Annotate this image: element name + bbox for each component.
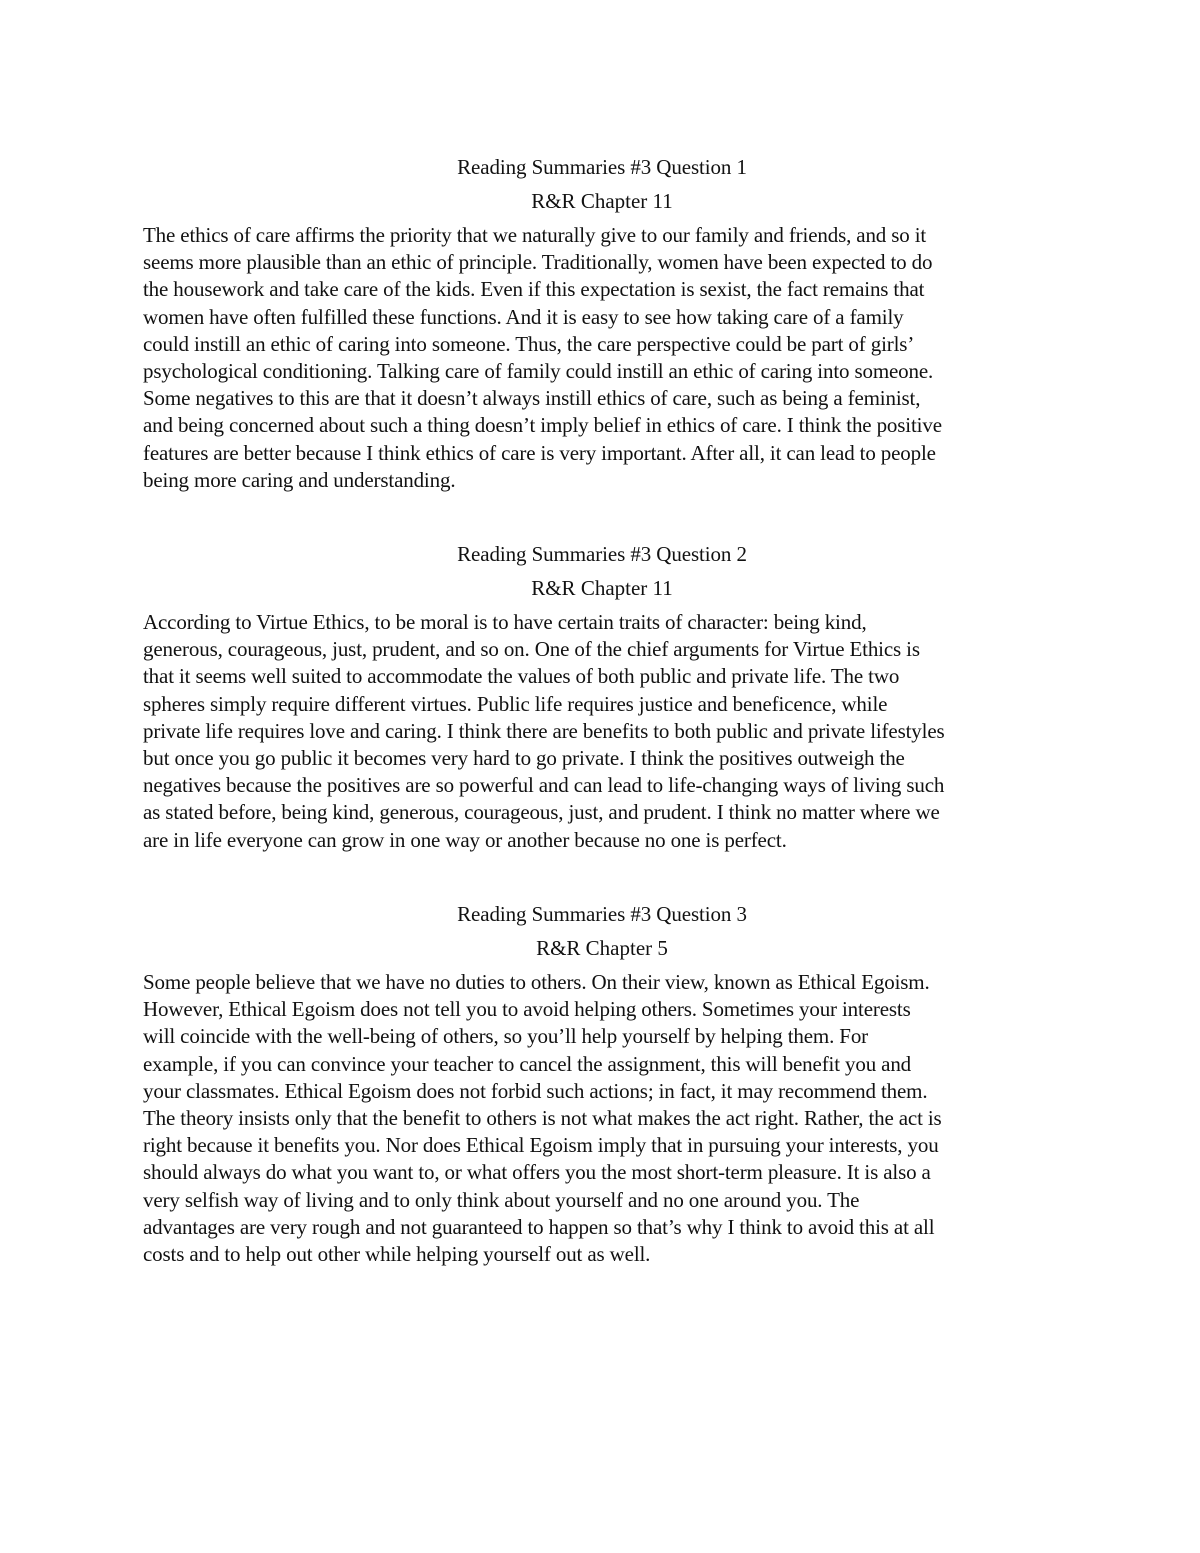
body-line: negatives because the positives are so powerful and can lead to life-changing ways of living such bbox=[143, 773, 945, 798]
body-line: costs and to help out other while helping yourself out as well. bbox=[143, 1242, 651, 1267]
body-line: the housework and take care of the kids. Even if this expectation is sexist, the fact remains that bbox=[143, 277, 925, 302]
body-line: should always do what you want to, or what offers you the most short-term pleasure. It is also a bbox=[143, 1160, 931, 1185]
body-line: private life requires love and caring. I think there are benefits to both public and private lifestyles bbox=[143, 718, 945, 743]
section-question-3 bbox=[143, 899, 1061, 1268]
body-line: The theory insists only that the benefit to others is not what makes the act right. Rather, the act is bbox=[143, 1106, 942, 1131]
body-line: but once you go public it becomes very hard to go private. I think the positives outweigh the bbox=[143, 746, 905, 771]
section-title: Reading Summaries #3 Question 1 bbox=[457, 155, 747, 179]
body-line: being more caring and understanding. bbox=[143, 467, 456, 492]
body-line: right because it benefits you. Nor does Ethical Egoism imply that in pursuing your interests, you bbox=[143, 1133, 939, 1158]
section-body bbox=[143, 609, 1061, 854]
section-question-1 bbox=[143, 152, 1061, 494]
body-line: According to Virtue Ethics, to be moral is to have certain traits of character: being kind, bbox=[143, 610, 867, 634]
section-chapter: R&R Chapter 11 bbox=[531, 189, 673, 213]
body-line: seems more plausible than an ethic of principle. Traditionally, women have been expected to do bbox=[143, 250, 933, 275]
body-line: generous, courageous, just, prudent, and so on. One of the chief arguments for Virtue Ethics is bbox=[143, 637, 920, 662]
body-line: very selfish way of living and to only think about yourself and no one around you. The bbox=[143, 1187, 860, 1212]
body-line: psychological conditioning. Talking care of family could instill an ethic of caring into someone. bbox=[143, 359, 934, 384]
section-chapter: R&R Chapter 11 bbox=[531, 576, 673, 600]
body-line: women have often fulfilled these functions. And it is easy to see how taking care of a family bbox=[143, 304, 904, 329]
body-line: and being concerned about such a thing doesn’t imply belief in ethics of care. I think the positive bbox=[143, 413, 942, 438]
body-line: that it seems well suited to accommodate the values of both public and private life. The two bbox=[143, 664, 900, 689]
body-line: Some people believe that we have no duties to others. On their view, known as Ethical Egoism. bbox=[143, 970, 930, 994]
section-title: Reading Summaries #3 Question 2 bbox=[457, 542, 747, 566]
body-line: Some negatives to this are that it doesn’t always instill ethics of care, such as being a feminist, bbox=[143, 386, 921, 411]
body-line: advantages are very rough and not guaranteed to happen so that’s why I think to avoid this at all bbox=[143, 1214, 935, 1239]
body-line: The ethics of care affirms the priority that we naturally give to our family and friends, and so it bbox=[143, 223, 927, 247]
section-body bbox=[143, 222, 1061, 494]
body-line: However, Ethical Egoism does not tell you to avoid helping others. Sometimes your interests bbox=[143, 997, 911, 1022]
body-line: could instill an ethic of caring into someone. Thus, the care perspective could be part of girls’ bbox=[143, 331, 915, 356]
body-line: will coincide with the well-being of others, so you’ll help yourself by helping them. For bbox=[143, 1024, 869, 1049]
body-line: your classmates. Ethical Egoism does not forbid such actions; in fact, it may recommend them. bbox=[143, 1078, 928, 1103]
body-line: are in life everyone can grow in one way or another because no one is perfect. bbox=[143, 827, 787, 852]
body-line: as stated before, being kind, generous, courageous, just, and prudent. I think no matter where we bbox=[143, 800, 940, 825]
body-line: example, if you can convince your teacher to cancel the assignment, this will benefit you and bbox=[143, 1051, 912, 1076]
body-line: spheres simply require different virtues. Public life requires justice and beneficence, while bbox=[143, 691, 888, 716]
section-question-2 bbox=[143, 539, 1061, 854]
section-title: Reading Summaries #3 Question 3 bbox=[457, 902, 747, 926]
body-line: features are better because I think ethics of care is very important. After all, it can lead to people bbox=[143, 440, 936, 465]
section-body bbox=[143, 969, 1061, 1268]
section-chapter: R&R Chapter 5 bbox=[536, 936, 668, 960]
